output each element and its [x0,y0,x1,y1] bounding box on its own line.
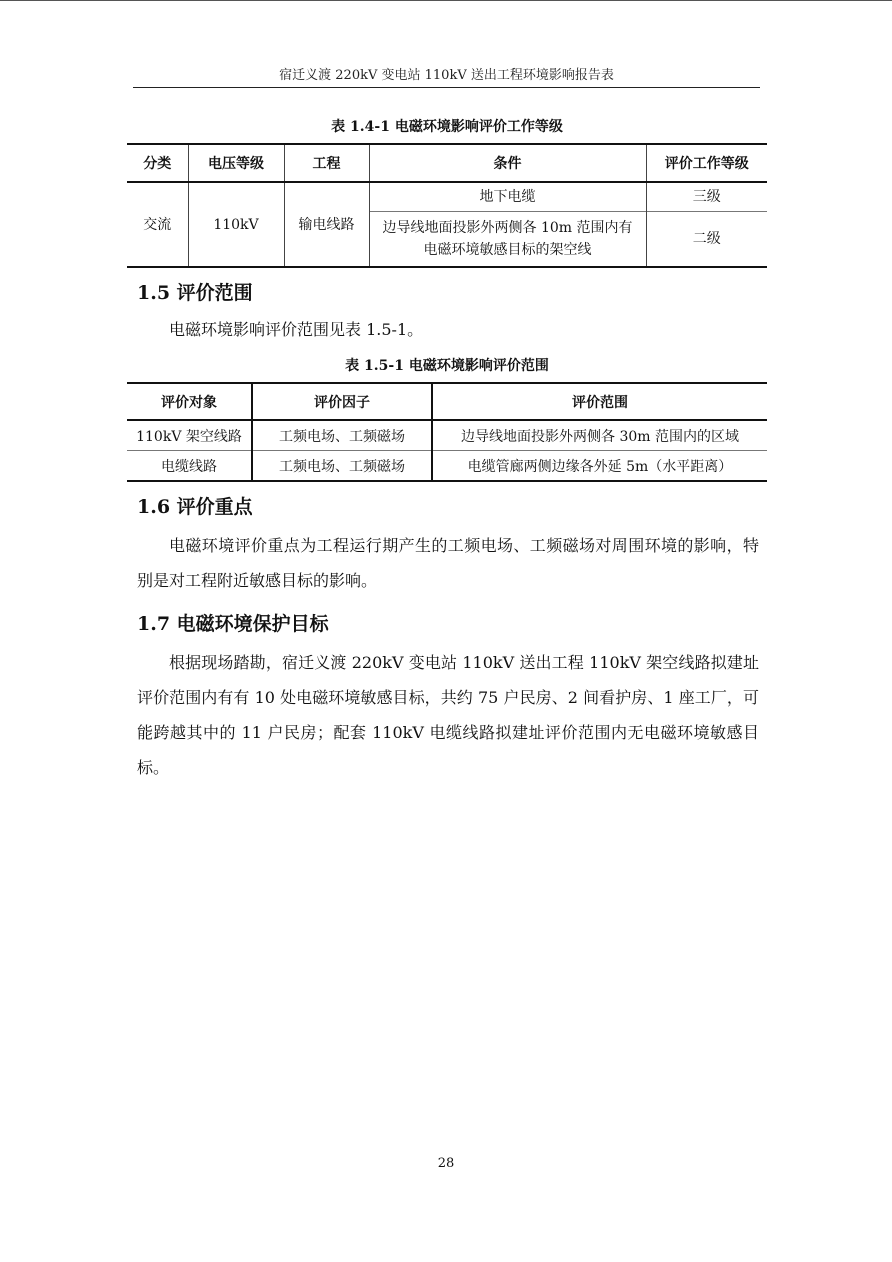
table-row [127,451,767,482]
header-cell: 工程 [284,144,369,182]
object-cell: 110kV 架空线路 [136,428,242,445]
table-header-row [127,144,767,182]
top-border [0,0,892,1]
table2-caption: 表 1.5-1 电磁环境影响评价范围 [345,358,549,374]
evaluation-scope-table [127,382,767,482]
page-header: 宿迁义渡 220kV 变电站 110kV 送出工程环境影响报告表 [133,64,760,88]
section-heading-1-5: 1.5 评价范围 [137,282,253,304]
table-header-row [127,383,767,420]
condition-cell: 边导线地面投影外两侧各 10m 范围内有电磁环境敏感目标的架空线 [369,212,646,268]
header-cell: 分类 [127,144,188,182]
condition-cell: 地下电缆 [369,182,646,212]
section-heading-1-6: 1.6 评价重点 [137,496,253,518]
header-cell: 电压等级 [188,144,284,182]
header-cell: 评价范围 [432,383,767,420]
grade-cell: 二级 [646,212,767,268]
scope-cell: 电缆管廊两侧边缘各外延 5m（水平距离） [432,451,767,482]
table-row [127,182,767,212]
header-cell: 评价对象 [127,383,252,420]
section-heading-1-7: 1.7 电磁环境保护目标 [137,613,329,635]
grade-cell: 三级 [646,182,767,212]
category-cell: 交流 [143,216,172,233]
table1-caption: 表 1.4-1 电磁环境影响评价工作等级 [331,119,563,135]
evaluation-grade-table [127,143,767,268]
factor-cell: 工频电场、工频磁场 [252,420,432,451]
scope-cell: 边导线地面投影外两侧各 30m 范围内的区域 [432,420,767,451]
factor-cell: 工频电场、工频磁场 [252,451,432,482]
table-row [127,420,767,451]
section-1-7-text: 根据现场踏勘，宿迁义渡 220kV 变电站 110kV 送出工程 110kV 架空线路拟建址评价范围内有有 10 处电磁环境敏感目标，共约 75 户民房、2 间看护房、1 座工厂，可能跨越其中的 11 户民房；配套 110kV 电缆线路拟建址评价范围内无电磁环境敏感目标。 [137,653,759,777]
header-cell: 评价工作等级 [646,144,767,182]
object-cell: 电缆线路 [127,451,252,482]
header-cell: 条件 [369,144,646,182]
header-cell: 评价因子 [252,383,432,420]
page-number: 28 [437,1156,455,1171]
project-cell: 输电线路 [284,182,369,267]
section-1-5-text: 电磁环境影响评价范围见表 1.5-1。 [169,320,424,339]
section-1-6-text: 电磁环境评价重点为工程运行期产生的工频电场、工频磁场对周围环境的影响，特别是对工程附近敏感目标的影响。 [137,536,759,590]
voltage-cell: 110kV [188,182,284,267]
